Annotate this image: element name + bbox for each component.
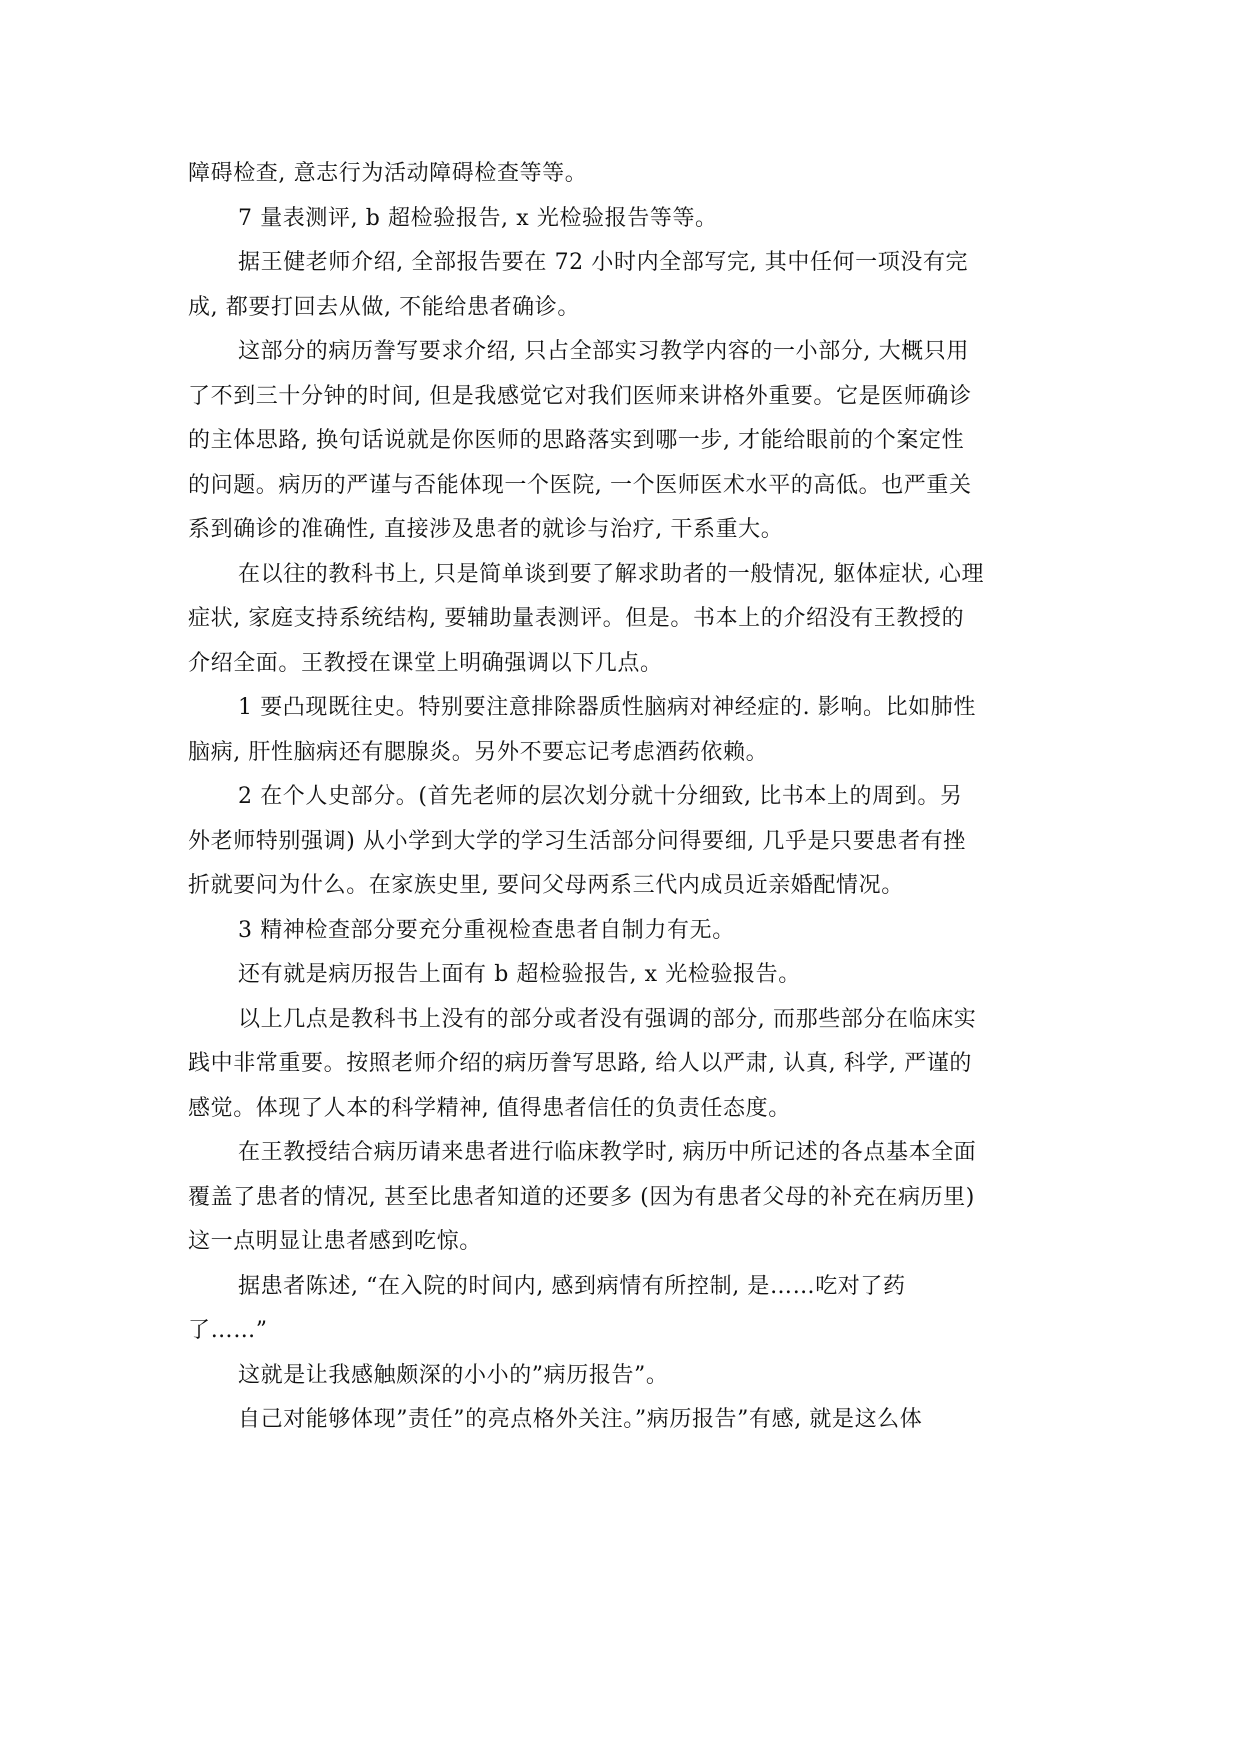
text-line: 还有就是病历报告上面有 b 超检验报告, x 光检验报告。	[238, 962, 801, 987]
text-line: 覆盖了患者的情况, 甚至比患者知道的还要多 (因为有患者父母的补充在病历里)	[188, 1184, 975, 1210]
text-line: 这就是让我感触颇深的小小的”病历报告”。	[238, 1362, 669, 1388]
text-line: 折就要问为什么。在家族史里, 要问父母两系三代内成员近亲婚配情况。	[188, 873, 904, 898]
text-line: 了不到三十分钟的时间, 但是我感觉它对我们医师来讲格外重要。它是医师确诊	[188, 383, 972, 409]
text-line: 自己对能够体现”责任”的亮点格外关注。”病历报告”有感, 就是这么体	[238, 1407, 923, 1432]
text-line: 了……”	[188, 1318, 268, 1343]
text-line: 的主体思路, 换句话说就是你医师的思路落实到哪一步, 才能给眼前的个案定性	[188, 428, 965, 453]
text-line: 在以往的教科书上, 只是简单谈到要了解求助者的一般情况, 躯体症状, 心理	[238, 561, 985, 587]
text-line: 脑病, 肝性脑病还有腮腺炎。另外不要忘记考虑酒药依赖。	[188, 739, 769, 765]
text-line: 介绍全面。王教授在课堂上明确强调以下几点。	[188, 650, 663, 676]
text-line: 系到确诊的准确性, 直接涉及患者的就诊与治疗, 干系重大。	[188, 517, 784, 542]
body-text	[188, 152, 1058, 1443]
text-line: 以上几点是教科书上没有的部分或者没有强调的部分, 而那些部分在临床实	[238, 1006, 977, 1032]
text-line: 在王教授结合病历请来患者进行临床教学时, 病历中所记述的各点基本全面	[238, 1140, 977, 1165]
text-line: 2 在个人史部分。(首先老师的层次划分就十分细致, 比书本上的周到。另	[238, 784, 963, 809]
text-line: 3 精神检查部分要充分重视检查患者自制力有无。	[238, 917, 735, 943]
text-line: 的问题。病历的严谨与否能体现一个医院, 一个医师医术水平的高低。也严重关	[188, 472, 972, 498]
text-line: 障碍检查, 意志行为活动障碍检查等等。	[188, 161, 588, 186]
text-line: 1 要凸现既往史。特别要注意排除器质性脑病对神经症的. 影响。比如肺性	[238, 695, 976, 720]
text-line: 这部分的病历誊写要求介绍, 只占全部实习教学内容的一小部分, 大概只用	[238, 339, 969, 364]
text-line: 感觉。体现了人本的科学精神, 值得患者信任的负责任态度。	[188, 1095, 791, 1121]
text-line: 症状, 家庭支持系统结构, 要辅助量表测评。但是。书本上的介绍没有王教授的	[188, 606, 965, 631]
text-line: 这一点明显让患者感到吃惊。	[188, 1229, 482, 1254]
text-line: 7 量表测评, b 超检验报告, x 光检验报告等等。	[238, 205, 718, 231]
text-line: 外老师特别强调) 从小学到大学的学习生活部分问得要细, 几乎是只要患者有挫	[188, 828, 966, 854]
text-line: 成, 都要打回去从做, 不能给患者确诊。	[188, 294, 580, 320]
text-line: 据王健老师介绍, 全部报告要在 72 小时内全部写完, 其中任何一项没有完	[238, 250, 969, 275]
text-line: 据患者陈述, “在入院的时间内, 感到病情有所控制, 是……吃对了药	[238, 1273, 906, 1299]
text-line: 践中非常重要。按照老师介绍的病历誊写思路, 给人以严肃, 认真, 科学, 严谨的	[188, 1051, 972, 1076]
